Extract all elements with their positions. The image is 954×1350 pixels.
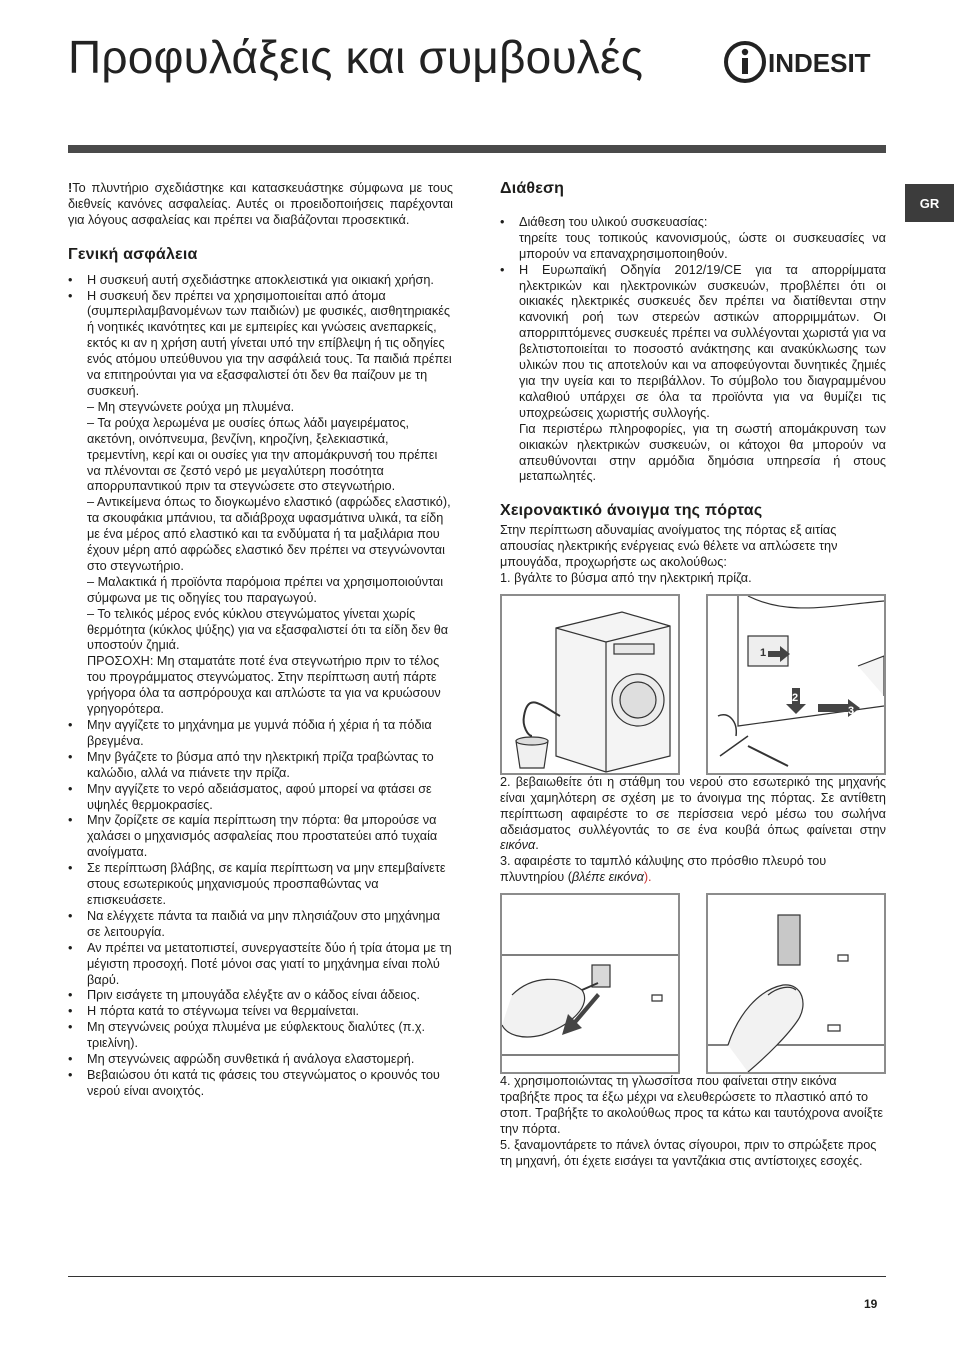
list-item-text: Η πόρτα κατά το στέγνωμα τείνει να θερμαίνεται. bbox=[87, 1004, 360, 1019]
list-item-text: Μη στεγνώνεις ρούχα πλυμένα με εύφλεκτους διαλύτες (π.χ. τριελίνη). bbox=[87, 1020, 426, 1051]
list-item-text: Η συσκευή αυτή σχεδιάστηκε αποκλειστικά για οικιακή χρήση. bbox=[87, 272, 434, 287]
figure-row-2 bbox=[500, 893, 886, 1074]
list-item-text: Η συσκευή δεν πρέπει να χρησιμοποιείται από άτομα (συμπεριλαμβανομένων των παιδιών) με φυσικές, αισθητηριακές ή νοητικές ικανότητες και με εμπειρίες και γνώσεις ανεπαρκείς, εκτός κι αν η χρήση αυτή γίνεται υπό την επίβλεψη ή τις οδηγίες ενός ατόμου υπεύθυνου για την ασφάλειά τους. Τα παιδιά πρέπει να επιτηρούνται για να εξασφαλιστεί ότι δεν θα παίζουν με τη συσκευή. bbox=[87, 288, 452, 398]
list-item-text: Μη στεγνώνεις αφρώδη συνθετικά ή ανάλογα ελαστομερή. bbox=[87, 1052, 415, 1067]
list-item bbox=[68, 988, 453, 1004]
step-2-text: 2. βεβαιωθείτε ότι η στάθμη του νερού στο εσωτερικό της μηχανής είναι χαμηλότερη σε σχέση με το άνοιγμα της πόρτας. Σε αντίθετη περίπτωση αφαιρέστε το σε περίσσεια νερό μέσω του σωλήνα αδειάσματος συλλέγοντάς το σε ένα κουβά όπως φαίνεται στην bbox=[500, 774, 886, 837]
list-item bbox=[68, 750, 453, 782]
intro-text: Το πλυντήριο σχεδιάστηκε και κατασκευάστηκε σύμφωνα με τους διεθνείς κανόνες ασφαλείας. Αυτές οι προειδοποιήσεις παρέχονται για λόγους ασφαλείας και πρέπει να διαβάζονται προσεκτικά. bbox=[68, 181, 453, 227]
list-item bbox=[68, 782, 453, 814]
sub-item: – Τα ρούχα λερωμένα με ουσίες όπως λάδι μαγειρέματος, ακετόνη, οινόπνευμα, βενζίνη, κηροζίνη, ξελεκιαστικά, τρεμεντίνη, κερί και οι ουσίες για την απομάκρυνσή του πρέπει να πλένονται σε ζεστό νερό με μεγαλύτερη ποσότητα απορρυπαντικού πριν τα στεγνώσετε στο στεγνωτήριο. bbox=[87, 415, 438, 494]
sub-item: – Μαλακτικά ή προϊόντα παρόμοια πρέπει να χρησιμοποιούνται σύμφωνα με τις οδηγίες του παραγωγού. bbox=[87, 574, 444, 605]
list-item bbox=[68, 909, 453, 941]
language-tab: GR bbox=[905, 184, 954, 222]
list-item bbox=[500, 215, 886, 263]
list-item-text: Μην αγγίζετε το μηχάνημα με γυμνά πόδια ή χέρια ή τα πόδια βρεγμένα. bbox=[87, 718, 432, 748]
left-column bbox=[68, 181, 453, 1100]
list-item-text: Μην ζορίζετε σε καμία περίπτωση την πόρτα: θα μπορούσε να χαλάσει ο μηχανισμός ασφαλείας που προστατεύει από τυχαία ανοίγματα. bbox=[87, 813, 438, 860]
list-item-text: Για περιστέρω πληροφορίες, για τη σωστή απομάκρυνση των οικιακών ηλεκτρικών συσκευών, οι κάτοχοι θα μπορούν να απευθύνονται στην αρμόδια δημόσια υπηρεσία ή στους μεταπωλητές. bbox=[519, 421, 886, 484]
sub-item: – Μη στεγνώνετε ρούχα μη πλυμένα. bbox=[87, 399, 295, 414]
list-item-text: Μην αγγίζετε το νερό αδειάσματος, αφού μπορεί να φτάσει σε υψηλές θερμοκρασίες. bbox=[87, 781, 432, 812]
page-number: 19 bbox=[864, 1297, 878, 1311]
warning-mark: ! bbox=[68, 181, 73, 195]
list-item-text: Σε περίπτωση βλάβης, σε καμία περίπτωση να μην επεμβαίνετε στους εσωτερικούς μηχανισμούς προσπαθώντας να επισκευάσετε. bbox=[87, 861, 446, 907]
safety-list bbox=[68, 273, 453, 1100]
figure-release-tab bbox=[500, 893, 680, 1074]
step-2-end: . bbox=[535, 838, 539, 853]
list-item bbox=[68, 718, 453, 750]
step-2 bbox=[500, 775, 886, 855]
list-item-text: Μην βγάζετε το βύσμα από την ηλεκτρική πρίζα τραβώντας το καλώδιο, αλλά να πιάνετε την πρίζα. bbox=[87, 749, 434, 780]
figure-tab-pull bbox=[706, 893, 886, 1074]
step-5: 5. ξαναμοντάρετε το πάνελ όντας σίγουροι, πριν το σπρώξετε προς τη μηχανή, ότι έχετε εισάγει τα γαντζάκια στις αντίστοιχες εσοχές. bbox=[500, 1137, 877, 1168]
step-3-end: ). bbox=[643, 870, 652, 885]
list-item-text: • Διάθεση του υλικού συσκευασίας: bbox=[519, 214, 708, 229]
heading-manual-door-opening: Χειρονακτικό άνοιγμα της πόρτας bbox=[500, 502, 763, 520]
list-item bbox=[68, 813, 453, 861]
list-item-text: Βεβαιώσου ότι κατά τις φάσεις του στεγνώματος ο κρουνός του νερού είναι ανοιχτός. bbox=[87, 1067, 440, 1098]
list-item-text: τηρείτε τους τοπικούς κανονισμούς, ώστε οι συσκευασίες να μπορούν να επαναχρησιμοποιηθούν. bbox=[519, 230, 886, 261]
step-3-text: 3. αφαιρέστε το ταμπλό κάλυψης στο πρόσθιο πλευρό του πλυντηρίου ( bbox=[500, 854, 827, 885]
right-column bbox=[500, 181, 886, 1170]
figure-drain-hose bbox=[500, 594, 680, 775]
list-item bbox=[68, 1068, 453, 1100]
list-item-text: Πριν εισάγετε τη μπουγάδα ελέγξτε αν ο κάδος είναι άδειος. bbox=[87, 988, 420, 1003]
list-item bbox=[68, 1052, 453, 1068]
door-intro: Στην περίπτωση αδυναμίας ανοίγματος της πόρτας εξ αιτίας απουσίας ηλεκτρικής ενέργειας ενώ θέλετε να απλώσετε την μπουγάδα, προχωρήστε ως ακολούθως: bbox=[500, 523, 838, 570]
list-item bbox=[500, 263, 886, 486]
figure-cover-panel bbox=[706, 594, 886, 775]
heading-disposal: Διάθεση bbox=[500, 180, 565, 197]
list-item-text: Αν πρέπει να μετατοπιστεί, συνεργαστείτε δύο ή τρία άτομα με τη μέγιστη προσοχή. Ποτέ μόνοι σας γιατί το μηχάνημα είναι πολύ βαρύ. bbox=[87, 940, 452, 987]
figure-row-1 bbox=[500, 594, 886, 775]
header-rule bbox=[68, 145, 886, 153]
list-item bbox=[68, 861, 453, 909]
page-title: Προφυλάξεις και συμβουλές bbox=[68, 31, 644, 83]
list-item-text: • Η Ευρωπαϊκή Οδηγία 2012/19/CE για τα απορρίμματα ηλεκτρικών και ηλεκτρονικών συσκευών, προβλέπει ότι οι οικιακές ηλεκτρικές συσκευές δεν πρέπει να διατίθενται στην κανονική ροή των στερεών αστικών απορριμμάτων. Οι απορριπτόμενες συσκευές πρέπει να συλλέγονται χωριστά για να βελτιστοποιείται το ποσοστό ανάκτησης και ανακύκλωσης των υλικών που τις αποτελούν και να αποφεύγονται δυνητικές ζημιές για την υγεία και το περιβάλλον. Το σύμβολο του διαγραμμένου καλαθιού υπάρχει σε όλα τα προϊόντα για να θυμίζει τις υποχρεώσεις χωριστής συλλογής. bbox=[519, 262, 886, 420]
brand-logo bbox=[724, 38, 886, 86]
step-3 bbox=[500, 854, 886, 886]
list-item-text: Να ελέγχετε πάντα τα παιδιά να μην πλησιάζουν στο μηχάνημα σε λειτουργία. bbox=[87, 908, 441, 939]
heading-general-safety: Γενική ασφάλεια bbox=[68, 245, 198, 263]
step-4: 4. χρησιμοποιώντας τη γλωσσίτσα που φαίνεται στην εικόνα τραβήξτε προς τα έξω μέχρι να ελευθερώσετε το πλαστικό από το στοπ. Τραβήξτε το ακολούθως προς τα κάτω και ταυτόχρονα ανοίξτε την πόρτα. bbox=[500, 1074, 884, 1136]
svg-text:INDESIT: INDESIT bbox=[768, 48, 871, 78]
step-1: 1. βγάλτε το βύσμα από την ηλεκτρική πρίζα. bbox=[500, 570, 752, 585]
intro-paragraph bbox=[68, 181, 453, 229]
list-item bbox=[68, 273, 453, 289]
footer-rule bbox=[68, 1276, 886, 1277]
svg-text:3: 3 bbox=[848, 704, 855, 717]
step-3-emphasis: βλέπε εικόνα bbox=[571, 870, 644, 885]
disposal-list bbox=[500, 215, 886, 485]
svg-text:2: 2 bbox=[792, 691, 799, 704]
list-item bbox=[68, 941, 453, 989]
sub-item: – Το τελικός μέρος ενός κύκλου στεγνώματος γίνεται χωρίς θερμότητα (κύκλος ψύξης) για να εξασφαλιστεί ότι τα είδη δεν θα υποστούν ζημιά. bbox=[87, 606, 449, 653]
list-item bbox=[68, 1004, 453, 1020]
list-item bbox=[68, 289, 453, 718]
svg-text:1: 1 bbox=[760, 646, 767, 659]
step-2-emphasis: εικόνα bbox=[500, 838, 536, 853]
list-item bbox=[68, 1020, 453, 1052]
sub-item: – Αντικείμενα όπως το διογκωμένο ελαστικό (αφρώδες ελαστικό), τα σκουφάκια μπάνιου, τα αδιάβροχα υφασμάτινα υλικά, τα είδη με ένα μέρος από ελαστικό και τα ενδύματα ή τα μαξιλάρια που έχουν μέρη από αφρώδες ελαστικό δεν πρέπει να στεγνώνονται στο στεγνωτήριο. bbox=[87, 495, 451, 573]
caution-note: ΠΡΟΣΟΧΗ: Μη σταματάτε ποτέ ένα στεγνωτήριο πριν το τέλος του προγράμματος στεγνώματος. Στην περίπτωση αυτή πάρτε γρήγορα όλα τα ασπρόρουχα και απλώστε τα για να κρυώσουν γρηγορότερα. bbox=[87, 654, 441, 717]
